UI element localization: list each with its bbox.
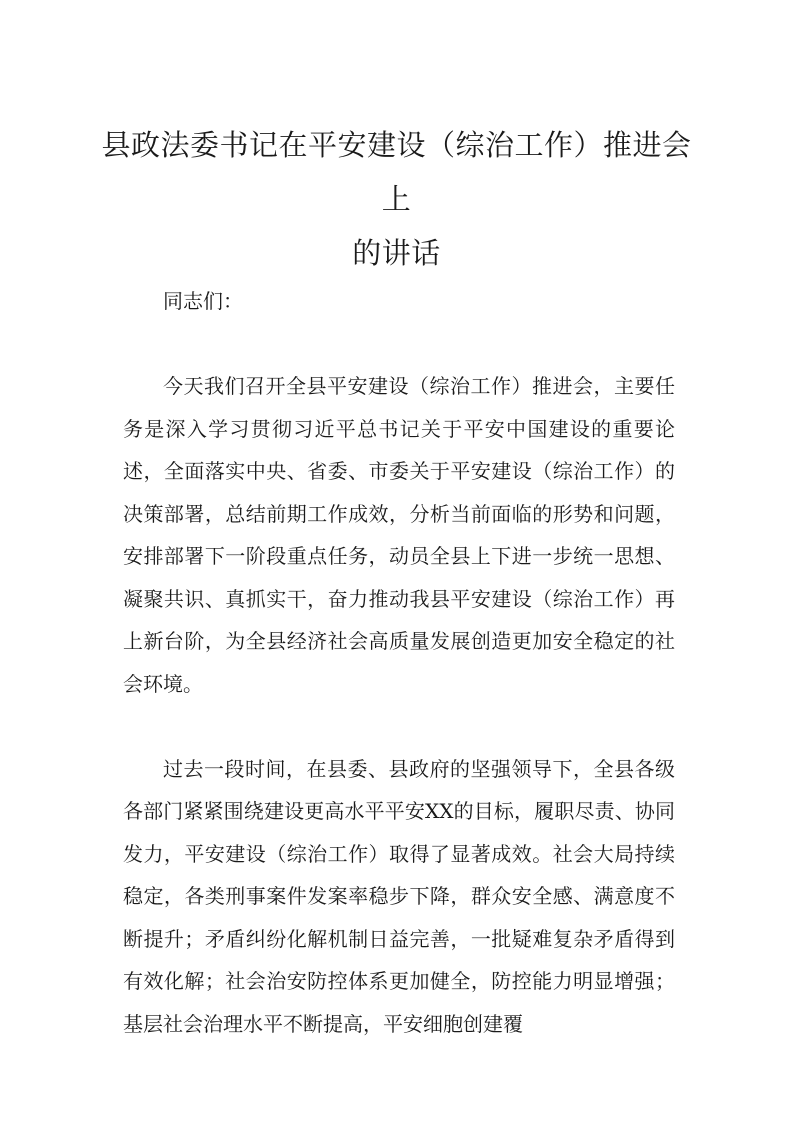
greeting: 同志们：: [163, 289, 243, 313]
document-body: [123, 280, 675, 1045]
document-title: [100, 118, 693, 280]
paragraph-intro: 今天我们召开全县平安建设（综治工作）推进会，主要任务是深入学习贯彻习近平总书记关于平安中国建设的重要论述，全面落实中央、省委、市委关于平安建设（综治工作）的决策部署，总结前期工作成效，分析当前面临的形势和问题，安排部署下一阶段重点任务，动员全县上下进一步统一思想、凝聚共识、真抓实干，奋力推动我县平安建设（综治工作）再上新台阶，为全县经济社会高质量发展创造更加安全稳定的社会环境。: [123, 374, 675, 696]
title-line-2: 的讲话: [352, 236, 441, 270]
title-line-1: 县政法委书记在平安建设（综治工作）推进会上: [101, 128, 692, 216]
paragraph-achievements: 过去一段时间，在县委、县政府的坚强领导下，全县各级各部门紧紧围绕建设更高水平平安XX的目标，履职尽责、协同发力，平安建设（综治工作）取得了显著成效。社会大局持续稳定，各类刑事案件发案率稳步下降，群众安全感、满意度不断提升；矛盾纠纷化解机制日益完善，一批疑难复杂矛盾得到有效化解；社会治安防控体系更加健全，防控能力明显增强；基层社会治理水平不断提高，平安细胞创建覆: [123, 756, 675, 1036]
